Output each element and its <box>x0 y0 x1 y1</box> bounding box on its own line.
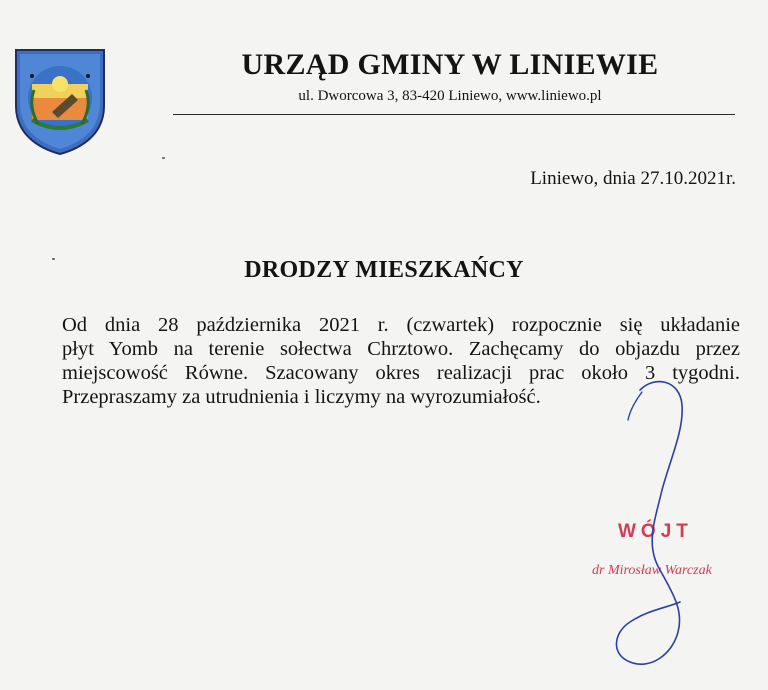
scan-speck <box>52 258 55 260</box>
body-line: płyt Yomb na terenie sołectwa Chrztowo. Zachęcamy do objazdu przez <box>62 338 740 360</box>
body-line: miejscowość Równe. Szacowany okres realizacji prac około 3 tygodni. <box>62 362 740 384</box>
office-title: URZĄD GMINY W LINIEWIE <box>241 48 659 81</box>
stamp-title: WÓJT <box>618 521 693 542</box>
coat-of-arms-icon <box>12 46 108 156</box>
body-line: Od dnia 28 października 2021 r. (czwartek) rozpocznie się układanie <box>62 314 740 336</box>
header-divider <box>173 114 735 115</box>
handwritten-signature <box>600 370 720 680</box>
letter-date: Liniewo, dnia 27.10.2021r. <box>530 168 736 189</box>
stamp-name: dr Mirosław Warczak <box>592 563 712 578</box>
scan-speck <box>162 157 165 159</box>
letter-heading: DRODZY MIESZKAŃCY <box>244 257 524 283</box>
office-address: ul. Dworcowa 3, 83-420 Liniewo, www.liniewo.pl <box>298 88 602 104</box>
body-line: Przepraszamy za utrudnienia i liczymy na wyrozumiałość. <box>62 386 541 408</box>
